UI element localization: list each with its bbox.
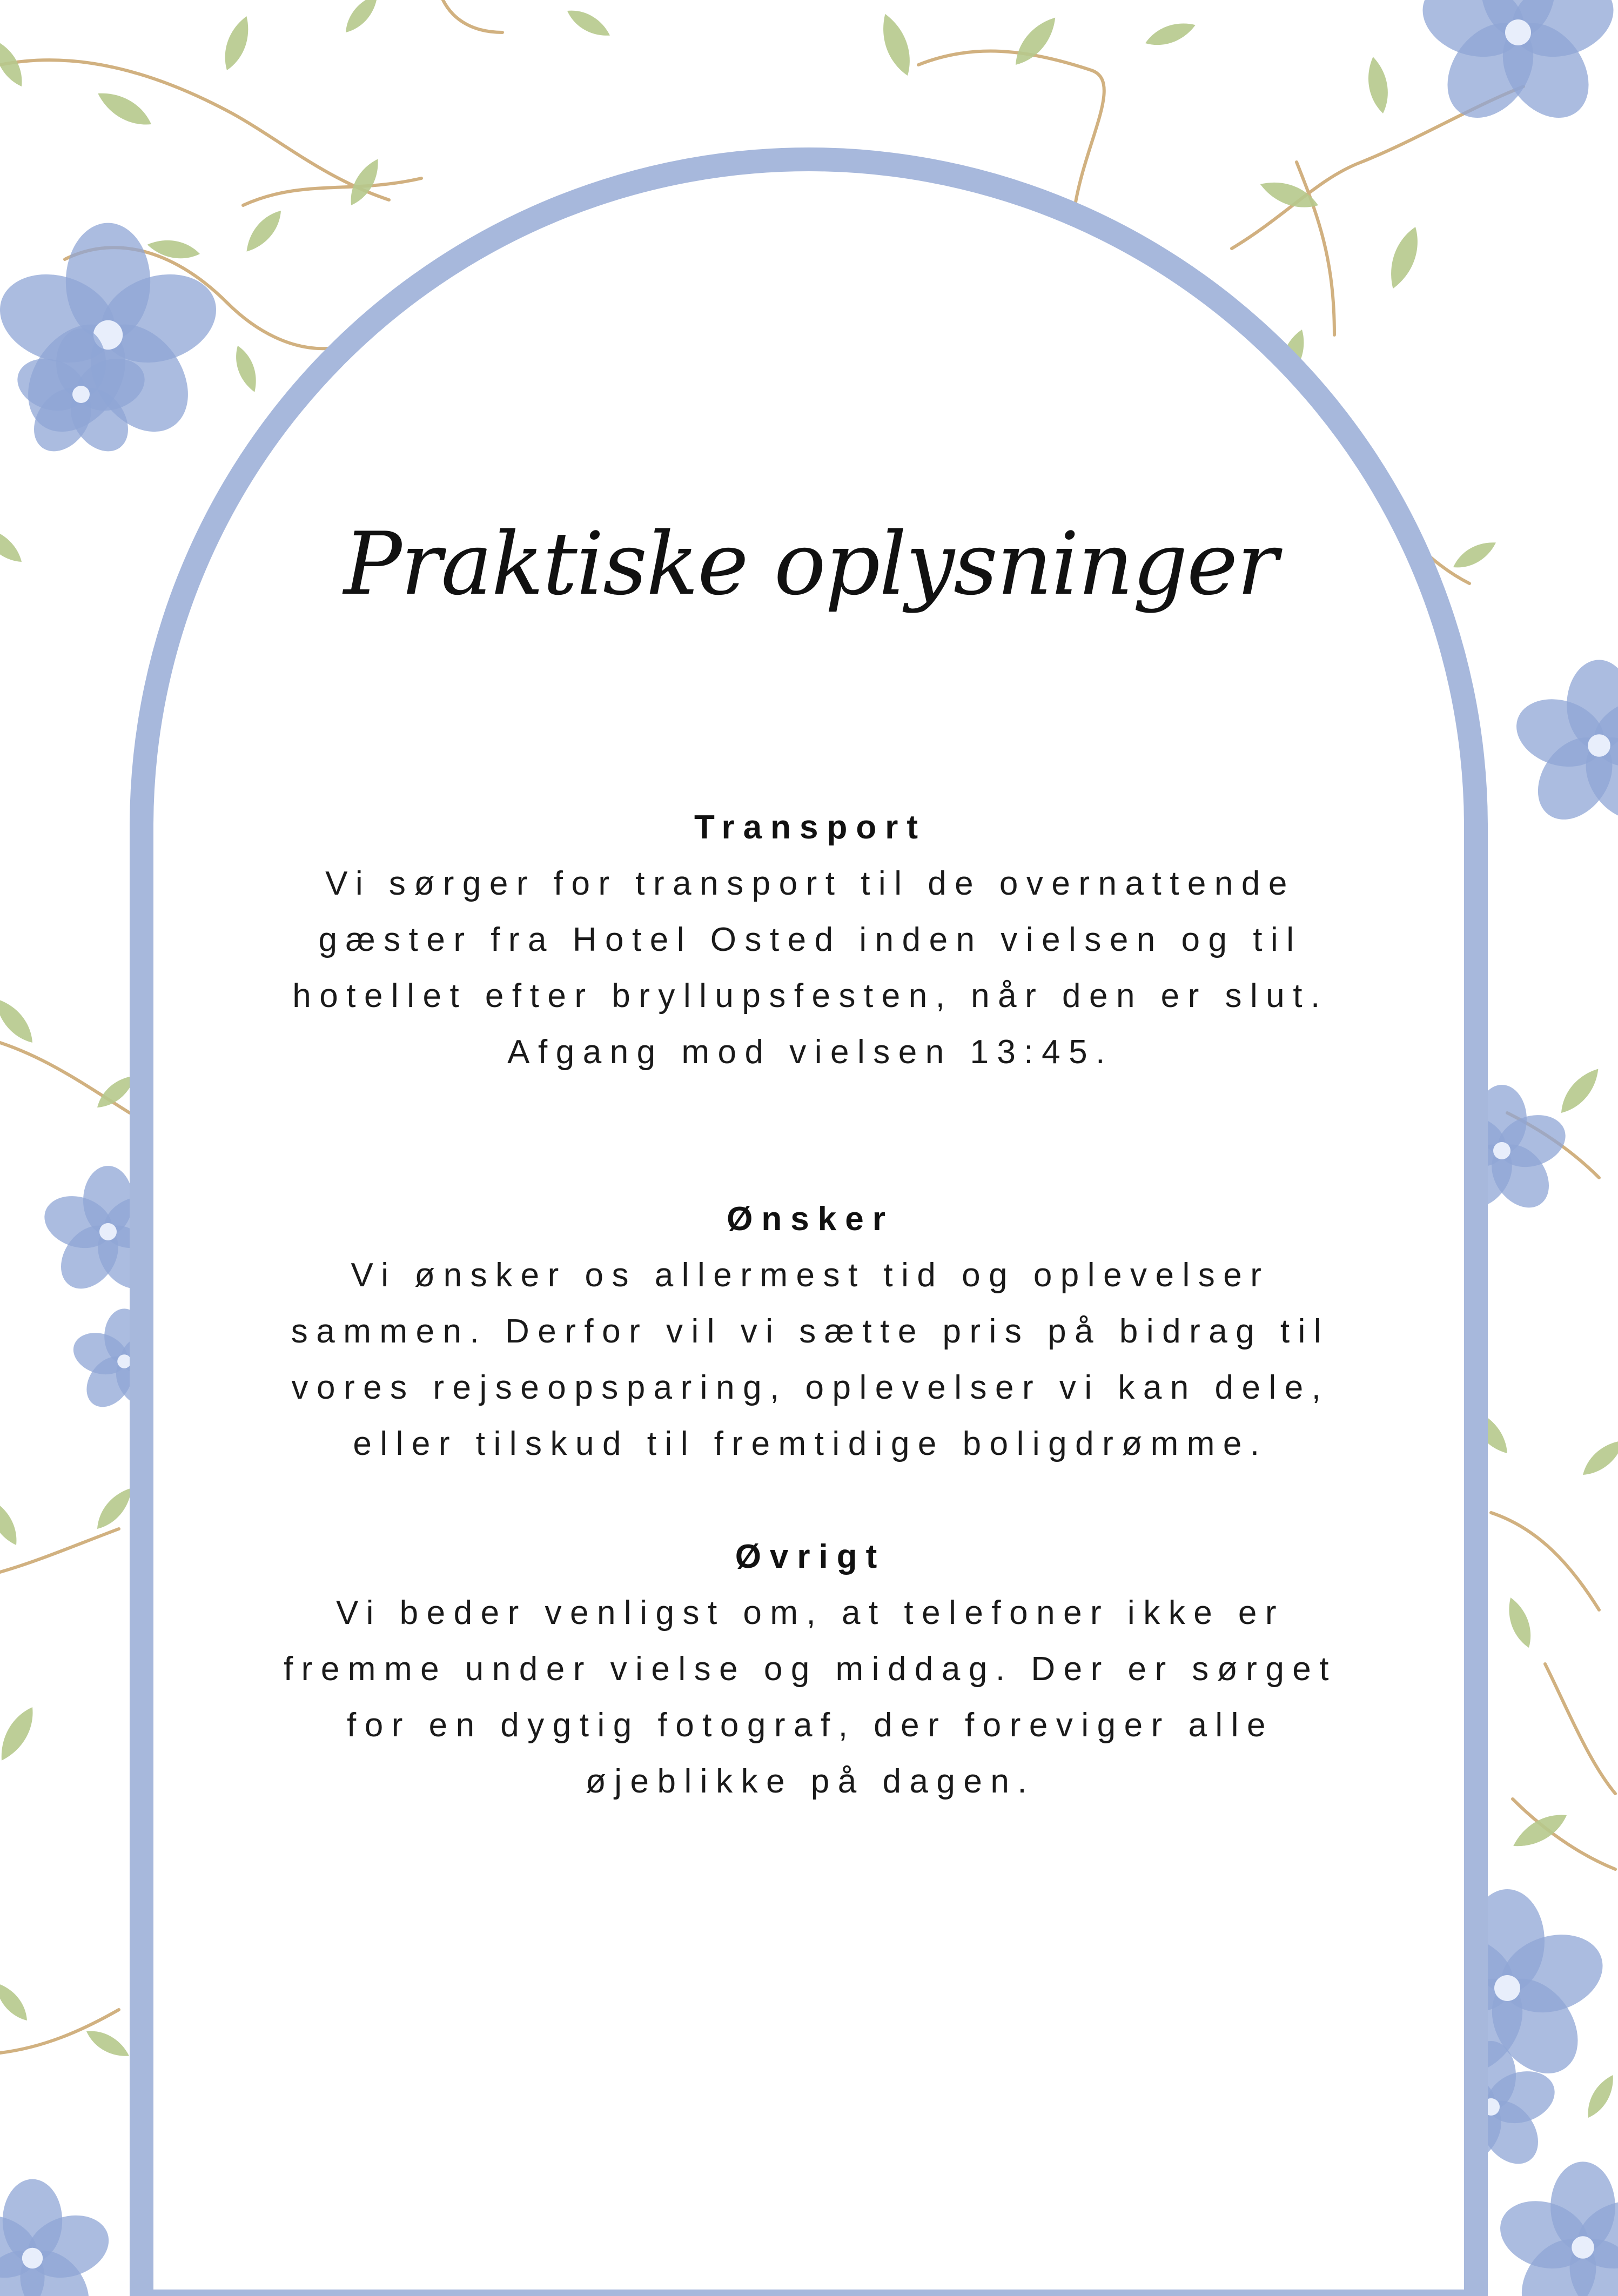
section-other (227, 1529, 1394, 1810)
section-heading: Ønsker (727, 1200, 894, 1238)
section-text-line: Afgang mod vielsen 13:45. (507, 1033, 1113, 1071)
section-text-line: gæster fra Hotel Osted inden vielsen og til (318, 921, 1303, 958)
section-wishes (227, 1191, 1394, 1472)
section-text-line: Vi beder venligst om, at telefoner ikke er (335, 1594, 1285, 1632)
section-text-line: vores rejseopsparing, oplevelser vi kan dele, (291, 1369, 1330, 1406)
section-text-line: Vi ønsker os allermest tid og oplevelser (351, 1257, 1270, 1294)
section-text-line: for en dygtig fotograf, der foreviger alle (347, 1707, 1274, 1744)
section-text-line: sammen. Derfor vil vi sætte pris på bidrag til (291, 1313, 1330, 1350)
section-transport (227, 800, 1394, 1080)
page-title: Praktiske oplysninger (344, 513, 1277, 614)
section-text-line: eller tilskud til fremtidige boligdrømme. (353, 1425, 1268, 1462)
section-heading: Øvrigt (735, 1538, 886, 1575)
section-text-line: fremme under vielse og middag. Der er sørget (283, 1650, 1338, 1688)
section-text-line: øjeblikke på dagen. (585, 1763, 1036, 1800)
section-text-line: hotellet efter bryllupsfesten, når den er slut. (292, 977, 1328, 1015)
section-text-line: Vi sørger for transport til de overnattende (325, 865, 1295, 902)
section-heading: Transport (694, 809, 927, 846)
